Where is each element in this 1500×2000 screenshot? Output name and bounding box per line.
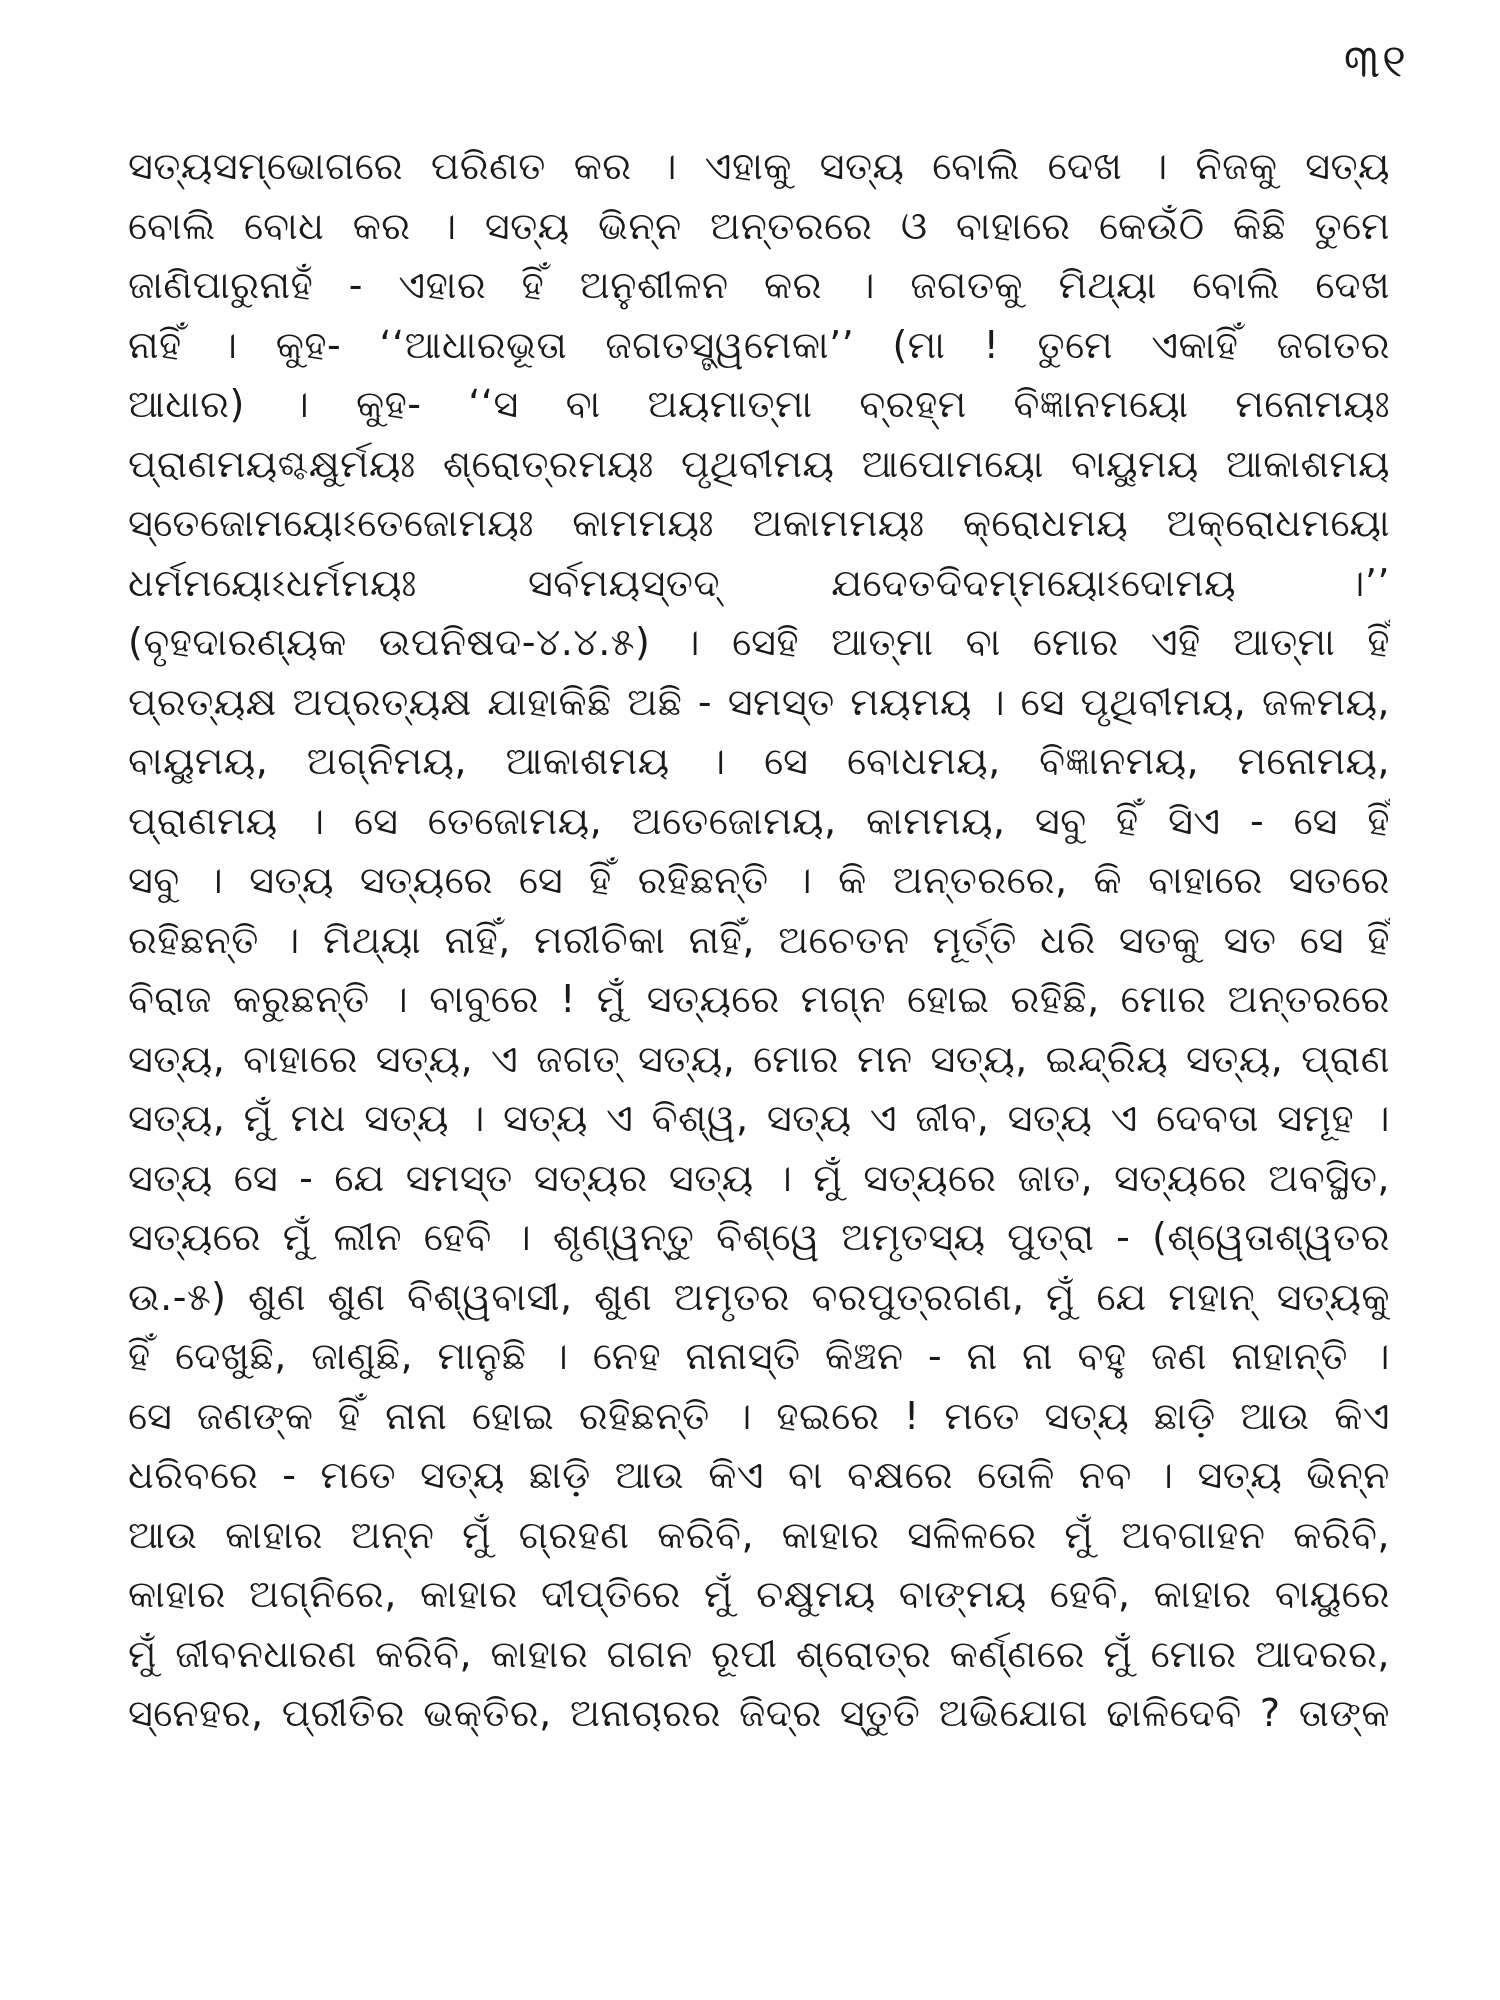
text-line: ସତ୍ୟ, ମୁଁ ମଧ ସତ୍ୟ । ସତ୍ୟ ଏ ବିଶ୍ୱ, ସତ୍ୟ ଏ ଜୀବ, ସତ୍ୟ ଏ ଦେବତା ସମୂହ । (128, 1096, 1390, 1140)
text-line: ଧରିବରେ - ମତେ ସତ୍ୟ ଛାଡ଼ି ଆଉ କିଏ ବା ବକ୍ଷରେ ତୋଳି ନବ । ସତ୍ୟ ଭିନ୍ନ (128, 1453, 1390, 1497)
text-line: ପ୍ରତ୍ୟକ୍ଷ ଅପ୍ରତ୍ୟକ୍ଷ ଯାହାକିଛି ଅଛି - ସମସ୍ତ ମୟମୟ । ସେ ପୃଥିବୀମୟ, ଜଳମୟ, (128, 679, 1390, 724)
text-line: ପ୍ରାଣମୟଶ୍ଚକ୍ଷୁର୍ମୟଃ ଶ୍ରୋତ୍ରମୟଃ ପୃଥିବୀମୟ ଆପୋମୟୋ ବାୟୁମୟ ଆକାଶମୟ (128, 441, 1390, 486)
text-line: କାହାର ଅଗ୍ନିରେ, କାହାର ଦୀପ୍ତିରେ ମୁଁ ଚକ୍ଷୁମୟ ବାଙ୍ମୟ ହେବି, କାହାର ବାୟୁରେ (128, 1572, 1390, 1616)
text-line: (ବୃହଦାରଣ୍ୟକ ଉପନିଷଦ-୪.୪.୫) । ସେହି ଆତ୍ମା ବା ମୋର ଏହି ଆତ୍ମା ହିଁ (128, 620, 1390, 664)
page-number: ୩୧ (1343, 34, 1408, 88)
text-line: ରହିଛନ୍ତି । ମିଥ୍ୟା ନାହିଁ, ମରୀଚିକା ନାହିଁ, ଅଚେତନ ମୂର୍ତ୍ତି ଧରି ସତକୁ ସତ ସେ ହିଁ (128, 917, 1390, 962)
text-line: ସେ ଜଣଙ୍କ ହିଁ ନାନା ହୋଇ ରହିଛନ୍ତି । ହଇରେ ! ମତେ ସତ୍ୟ ଛାଡ଼ି ଆଉ କିଏ (128, 1393, 1390, 1438)
text-line: ଆଉ କାହାର ଅନ୍ନ ମୁଁ ଗ୍ରହଣ କରିବି, କାହାର ସଳିଳରେ ମୁଁ ଅବଗାହନ କରିବି, (128, 1512, 1390, 1557)
text-line: ଜାଣିପାରୁନାହଁ - ଏହାର ହିଁ ଅନୁଶୀଳନ କର । ଜଗତକୁ ମିଥ୍ୟା ବୋଲି ଦେଖ (128, 263, 1390, 307)
text-line: ସତ୍ୟରେ ମୁଁ ଲୀନ ହେବି । ଶୃଣ୍ୱନ୍ତୁ ବିଶ୍ୱେ ଅମୃତସ୍ୟ ପୁତ୍ରା - (ଶ୍ୱେତାଶ୍ୱତର (128, 1215, 1390, 1259)
text-line: ବୋଲି ବୋଧ କର । ସତ୍ୟ ଭିନ୍ନ ଅନ୍ତରରେ ଓ ବାହାରେ କେଉଁଠି କିଛି ତୁମେ (128, 203, 1390, 248)
text-line: ବାୟୁମୟ, ଅଗ୍ନିମୟ, ଆକାଶମୟ । ସେ ବୋଧମୟ, ବିଜ୍ଞାନମୟ, ମନୋମୟ, (128, 739, 1390, 783)
text-line: ସବୁ । ସତ୍ୟ ସତ୍ୟରେ ସେ ହିଁ ରହିଛନ୍ତି । କି ଅନ୍ତରରେ, କି ବାହାରେ ସତରେ (128, 858, 1390, 902)
text-line: ପ୍ରାଣମୟ । ସେ ତେଜୋମୟ, ଅତେଜୋମୟ, କାମମୟ, ସବୁ ହିଁ ସିଏ - ସେ ହିଁ (128, 798, 1390, 843)
text-line: ନାହିଁ । କୁହ- ‘‘ଆଧାରଭୂତା ଜଗତସ୍ତ୍ୱମେକା’’ (ମା ! ତୁମେ ଏକାହିଁ ଜଗତର (128, 322, 1390, 367)
text-line: ସତ୍ୟସମ୍ଭୋଗରେ ପରିଣତ କର । ଏହାକୁ ସତ୍ୟ ବୋଲି ଦେଖ । ନିଜକୁ ସତ୍ୟ (128, 144, 1390, 188)
text-line: ମୁଁ ଜୀବନଧାରଣ କରିବି, କାହାର ଗଗନ ରୂପୀ ଶ୍ରୋତ୍ର କର୍ଣ୍ଣରେ ମୁଁ ମୋର ଆଦରର, (128, 1631, 1390, 1676)
text-line: ସ୍ତେଜୋମୟୋଽତେଜୋମୟଃ କାମମୟଃ ଅକାମମୟଃ କ୍ରୋଧମୟ ଅକ୍ରୋଧମୟୋ (128, 501, 1390, 545)
text-line: ସତ୍ୟ ସେ - ଯେ ସମସ୍ତ ସତ୍ୟର ସତ୍ୟ । ମୁଁ ସତ୍ୟରେ ଜାତ, ସତ୍ୟରେ ଅବସ୍ଥିତ, (128, 1155, 1390, 1200)
text-line: ସତ୍ୟ, ବାହାରେ ସତ୍ୟ, ଏ ଜଗତ୍ ସତ୍ୟ, ମୋର ମନ ସତ୍ୟ, ଇନ୍ଦ୍ରିୟ ସତ୍ୟ, ପ୍ରାଣ (128, 1036, 1390, 1081)
text-line: ଆଧାର) । କୁହ- ‘‘ସ ବା ଅୟମାତ୍ମା ବ୍ରହ୍ମ ବିଜ୍ଞାନମୟୋ ମନୋମୟଃ (128, 382, 1390, 426)
body-text (128, 137, 1390, 1744)
text-line: ବିରାଜ କରୁଛନ୍ତି । ବାବୁରେ ! ମୁଁ ସତ୍ୟରେ ମଗ୍ନ ହୋଇ ରହିଛି, ମୋର ଅନ୍ତରରେ (128, 977, 1390, 1021)
text-line: ସ୍ନେହର, ପ୍ରୀତିର ଭକ୍ତିର, ଅନାଚାରର ଜିଦ୍‌ର ସ୍ତୁତି ଅଭିଯୋଗ ଢାଳିଦେବି ? ତାଙ୍କ (128, 1691, 1390, 1735)
text-line: ଧର୍ମମୟୋଽଧର୍ମମୟଃ ସର୍ବମୟସ୍ତଦ୍ ଯଦେତଦିଦମ୍ମୟୋଽଦୋମୟ ।’’ (128, 560, 1390, 605)
text-line: ଉ.-୫) ଶୁଣ ଶୁଣ ବିଶ୍ୱବାସୀ, ଶୁଣ ଅମୃତର ବରପୁତ୍ରଗଣ, ମୁଁ ଯେ ମହାନ୍ ସତ୍ୟକୁ (128, 1274, 1390, 1319)
text-line: ହିଁ ଦେଖୁଛି, ଜାଣୁଛି, ମାନୁଛି । ନେହ ନାନାସ୍ତି କିଞ୍ଚନ - ନା ନା ବହୁ ଜଣ ନାହାନ୍ତି । (128, 1334, 1390, 1378)
